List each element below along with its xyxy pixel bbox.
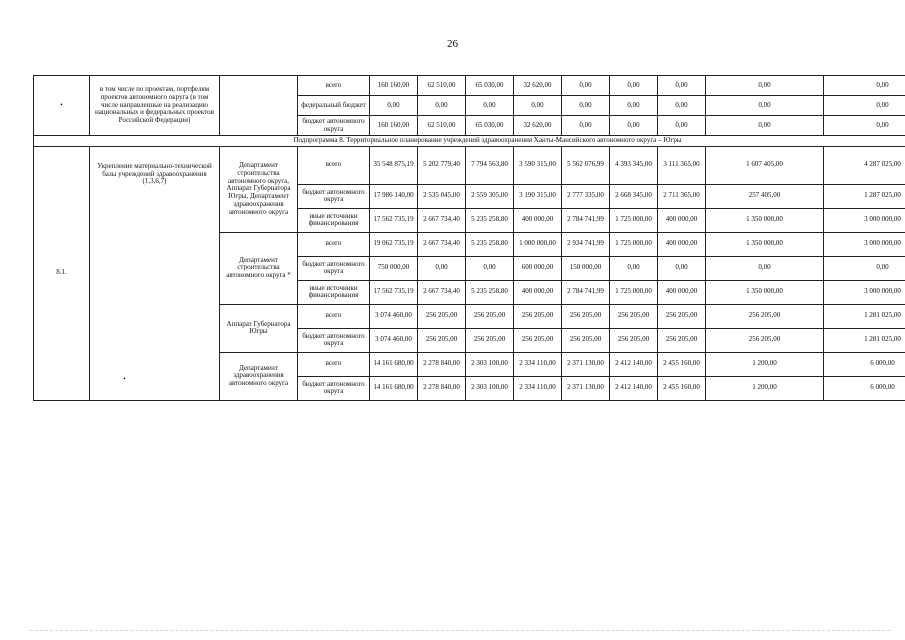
- value-cell: 0,00: [706, 76, 824, 96]
- value-cell: 0,00: [658, 116, 706, 136]
- value-cell: 256 205,00: [466, 304, 514, 328]
- value-cell: 2 371 130,00: [562, 376, 610, 400]
- value-cell: 4 287 025,00: [824, 146, 905, 184]
- table-row: [34, 146, 905, 184]
- value-cell: 256 205,00: [610, 328, 658, 352]
- value-cell: 4 393 345,00: [610, 146, 658, 184]
- value-cell: 65 030,00: [466, 76, 514, 96]
- executor-cell: Аппарат Губернатора Югры: [220, 304, 298, 352]
- value-cell: 0,00: [610, 96, 658, 116]
- value-cell: 0,00: [514, 96, 562, 116]
- value-cell: 5 235 258,80: [466, 232, 514, 256]
- funding-source-cell: всего: [298, 146, 370, 184]
- value-cell: 5 235 258,80: [466, 280, 514, 304]
- value-cell: 1 350 000,00: [706, 280, 824, 304]
- value-cell: 65 030,00: [466, 116, 514, 136]
- value-cell: 400 000,00: [514, 280, 562, 304]
- funding-source-cell: федеральный бюджет: [298, 96, 370, 116]
- value-cell: 0,00: [706, 96, 824, 116]
- value-cell: 2 334 110,00: [514, 376, 562, 400]
- value-cell: 256 205,00: [706, 304, 824, 328]
- funding-source-cell: иные источники финансирования: [298, 208, 370, 232]
- value-cell: 0,00: [466, 96, 514, 116]
- value-cell: 0,00: [562, 96, 610, 116]
- value-cell: 0,00: [658, 256, 706, 280]
- value-cell: 600 000,00: [514, 256, 562, 280]
- value-cell: 3 190 315,00: [514, 184, 562, 208]
- value-cell: 14 161 680,00: [370, 352, 418, 376]
- value-cell: 5 562 076,99: [562, 146, 610, 184]
- value-cell: 256 205,00: [706, 328, 824, 352]
- value-cell: 2 412 140,00: [610, 352, 658, 376]
- value-cell: 2 455 160,00: [658, 376, 706, 400]
- value-cell: 3 590 315,00: [514, 146, 562, 184]
- value-cell: 256 205,00: [658, 328, 706, 352]
- value-cell: 2 668 345,00: [610, 184, 658, 208]
- row-number-cell: 8.1.: [34, 146, 90, 400]
- budget-table-body: [34, 76, 905, 401]
- value-cell: 35 548 875,19: [370, 146, 418, 184]
- value-cell: 0,00: [418, 96, 466, 116]
- funding-source-cell: бюджет автономного округа: [298, 376, 370, 400]
- row-number-cell: •: [34, 76, 90, 136]
- value-cell: 14 161 680,00: [370, 376, 418, 400]
- value-cell: 3 000 000,00: [824, 280, 905, 304]
- executor-cell: Департамент строительства автономного округа, Аппарат Губернатора Югры, Департамент здравоохранения автономного округа: [220, 146, 298, 232]
- value-cell: 62 510,00: [418, 116, 466, 136]
- value-cell: 2 784 741,99: [562, 280, 610, 304]
- value-cell: 32 620,00: [514, 76, 562, 96]
- activity-name-cell: [90, 146, 220, 400]
- value-cell: 17 986 140,00: [370, 184, 418, 208]
- executor-cell: [220, 76, 298, 136]
- value-cell: 2 784 741,99: [562, 208, 610, 232]
- funding-source-cell: всего: [298, 76, 370, 96]
- value-cell: 256 205,00: [466, 328, 514, 352]
- value-cell: 2 667 734,40: [418, 280, 466, 304]
- value-cell: 0,00: [418, 256, 466, 280]
- value-cell: 1 725 000,00: [610, 232, 658, 256]
- value-cell: 1 281 025,00: [824, 304, 905, 328]
- value-cell: 0,00: [610, 256, 658, 280]
- value-cell: 7 794 563,80: [466, 146, 514, 184]
- value-cell: 400 000,00: [658, 232, 706, 256]
- value-cell: 1 607 405,00: [706, 146, 824, 184]
- value-cell: 0,00: [706, 256, 824, 280]
- executor-cell: Департамент строительства автономного округа *: [220, 232, 298, 304]
- activity-name-cell: в том числе по проектам, портфелям проектов автономного округа (в том числе направленные на реализацию национальных и федеральных проектов Российской Федерации): [90, 76, 220, 136]
- value-cell: 2 412 140,00: [610, 376, 658, 400]
- value-cell: 62 510,00: [418, 76, 466, 96]
- value-cell: 1 725 000,00: [610, 208, 658, 232]
- table-row: [34, 76, 905, 96]
- value-cell: 0,00: [562, 76, 610, 96]
- value-cell: 3 074 460,00: [370, 304, 418, 328]
- value-cell: 0,00: [610, 76, 658, 96]
- value-cell: 2 667 734,40: [418, 208, 466, 232]
- value-cell: 0,00: [466, 256, 514, 280]
- value-cell: 2 535 045,00: [418, 184, 466, 208]
- value-cell: 2 711 365,00: [658, 184, 706, 208]
- value-cell: 0,00: [824, 256, 905, 280]
- value-cell: 3 074 460,00: [370, 328, 418, 352]
- value-cell: 0,00: [658, 96, 706, 116]
- value-cell: 2 334 110,00: [514, 352, 562, 376]
- value-cell: 2 371 130,00: [562, 352, 610, 376]
- value-cell: 0,00: [610, 116, 658, 136]
- value-cell: 256 205,00: [514, 304, 562, 328]
- value-cell: 1 000 000,00: [514, 232, 562, 256]
- value-cell: 0,00: [824, 96, 905, 116]
- value-cell: 160 160,00: [370, 116, 418, 136]
- value-cell: 750 000,00: [370, 256, 418, 280]
- value-cell: 2 278 840,00: [418, 352, 466, 376]
- value-cell: 1 281 025,00: [824, 328, 905, 352]
- value-cell: 5 235 258,80: [466, 208, 514, 232]
- value-cell: 257 405,00: [706, 184, 824, 208]
- value-cell: 1 725 000,00: [610, 280, 658, 304]
- value-cell: 256 205,00: [418, 328, 466, 352]
- bullet-mark: •: [123, 375, 126, 384]
- funding-source-cell: иные источники финансирования: [298, 280, 370, 304]
- value-cell: 2 303 100,00: [466, 352, 514, 376]
- value-cell: 400 000,00: [658, 280, 706, 304]
- value-cell: 0,00: [658, 76, 706, 96]
- value-cell: 6 000,00: [824, 376, 905, 400]
- value-cell: 17 562 735,19: [370, 280, 418, 304]
- value-cell: 1 200,00: [706, 352, 824, 376]
- scan-artifact-line: [30, 630, 890, 631]
- funding-source-cell: всего: [298, 352, 370, 376]
- value-cell: 6 000,00: [824, 352, 905, 376]
- value-cell: 1 200,00: [706, 376, 824, 400]
- value-cell: 256 205,00: [514, 328, 562, 352]
- funding-source-cell: всего: [298, 304, 370, 328]
- funding-source-cell: бюджет автономного округа: [298, 116, 370, 136]
- value-cell: 2 667 734,40: [418, 232, 466, 256]
- funding-source-cell: бюджет автономного округа: [298, 184, 370, 208]
- value-cell: 2 303 100,00: [466, 376, 514, 400]
- value-cell: 2 777 335,00: [562, 184, 610, 208]
- value-cell: 0,00: [370, 96, 418, 116]
- value-cell: 256 205,00: [562, 304, 610, 328]
- value-cell: 0,00: [824, 76, 905, 96]
- value-cell: 1 287 025,00: [824, 184, 905, 208]
- value-cell: 256 205,00: [658, 304, 706, 328]
- value-cell: 0,00: [824, 116, 905, 136]
- value-cell: 17 562 735,19: [370, 208, 418, 232]
- value-cell: 256 205,00: [562, 328, 610, 352]
- value-cell: 2 934 741,99: [562, 232, 610, 256]
- value-cell: 3 000 000,00: [824, 232, 905, 256]
- value-cell: 400 000,00: [658, 208, 706, 232]
- funding-source-cell: всего: [298, 232, 370, 256]
- value-cell: 256 205,00: [610, 304, 658, 328]
- funding-source-cell: бюджет автономного округа: [298, 328, 370, 352]
- subprogram-title: Подпрограмма 8. Территориальное планирование учреждений здравоохранения Ханты-Мансийского автономного округа – Югры: [34, 136, 905, 147]
- value-cell: 3 111 365,00: [658, 146, 706, 184]
- value-cell: 2 559 305,00: [466, 184, 514, 208]
- value-cell: 256 205,00: [418, 304, 466, 328]
- value-cell: 19 062 735,19: [370, 232, 418, 256]
- value-cell: 150 000,00: [562, 256, 610, 280]
- value-cell: 0,00: [706, 116, 824, 136]
- subprogram-heading-row: [34, 136, 905, 147]
- value-cell: 32 620,00: [514, 116, 562, 136]
- value-cell: 400 000,00: [514, 208, 562, 232]
- value-cell: 160 160,00: [370, 76, 418, 96]
- value-cell: 3 000 000,00: [824, 208, 905, 232]
- page-number: 26: [447, 38, 458, 50]
- funding-source-cell: бюджет автономного округа: [298, 256, 370, 280]
- value-cell: 2 455 160,00: [658, 352, 706, 376]
- value-cell: 1 350 000,00: [706, 232, 824, 256]
- budget-table: [33, 75, 905, 401]
- activity-name: Укрепление материально-технической базы учреждений здравоохранения (1,3,6,7): [97, 161, 212, 186]
- value-cell: 0,00: [562, 116, 610, 136]
- value-cell: 1 350 000,00: [706, 208, 824, 232]
- value-cell: 2 278 840,00: [418, 376, 466, 400]
- value-cell: 5 202 779,40: [418, 146, 466, 184]
- executor-cell: Департамент здравоохранения автономного округа: [220, 352, 298, 400]
